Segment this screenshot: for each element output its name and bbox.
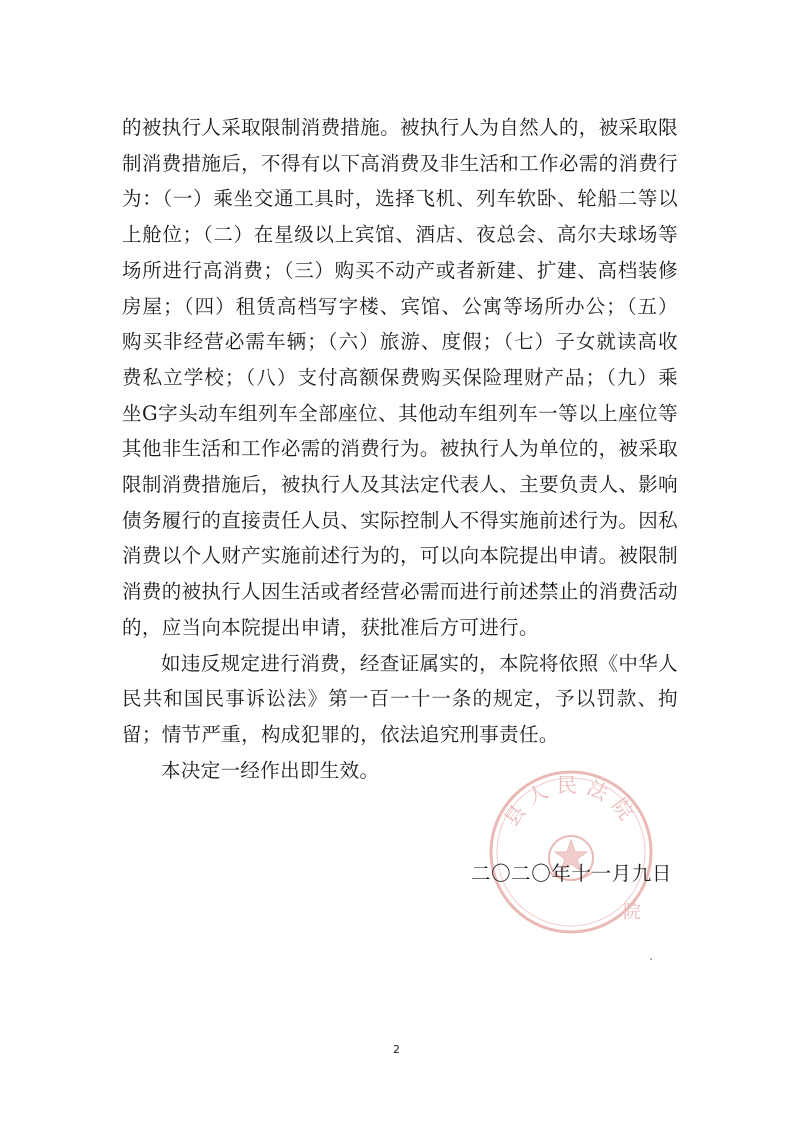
seal-text-bottom: 院 — [623, 902, 641, 923]
paragraph-effective: 本决定一经作出即生效。 — [161, 758, 380, 782]
document-date: 二〇二〇年十一月九日 — [470, 862, 672, 885]
page-number: 2 — [393, 1043, 400, 1056]
court-seal — [487, 768, 655, 936]
paragraph-restriction-measures: 的被执行人采取限制消费措施。被执行人为自然人的，被采取限制消费措施后，不得有以下高消费及非生活和工作必需的消费行为：（一）乘坐交通工具时，选择飞机、列车软卧、轮船二等以上舱位；（二）在星级以上宾馆、酒店、夜总会、高尔夫球场等场所进行高消费；（三）购买不动产或者新建、扩建、高档装修房屋；（四）租赁高档写字楼、宾馆、公寓等场所办公；（五）购买非经营必需车辆；（六）旅游、度假；（七）子女就读高收费私立学校；（八）支付高额保费购买保险理财产品；（九）乘坐G字头动车组列车全部座位、其他动车组列车一等以上座位等其他非生活和工作必需的消费行为。被执行人为单位的，被采取限制消费措施后，被执行人及其法定代表人、主要负责人、影响债务履行的直接责任人员、实际控制人不得实施前述行为。因私消费以个人财产实施前述行为的，可以向本院提出申请。被限制消费的被执行人因生活或者经营必需而进行前述禁止的消费活动的，应当向本院提出申请，获批准后方可进行。 — [122, 116, 678, 639]
scan-speck — [650, 958, 652, 960]
seal-text-top: 县人民法院 — [499, 773, 643, 831]
document-body — [122, 110, 678, 788]
paragraph-violation-penalty: 如违反规定进行消费，经查证属实的，本院将依照《中华人民共和国民事诉讼法》第一百一十一条的规定，予以罚款、拘留；情节严重，构成犯罪的，依法追究刑事责任。 — [122, 651, 678, 746]
